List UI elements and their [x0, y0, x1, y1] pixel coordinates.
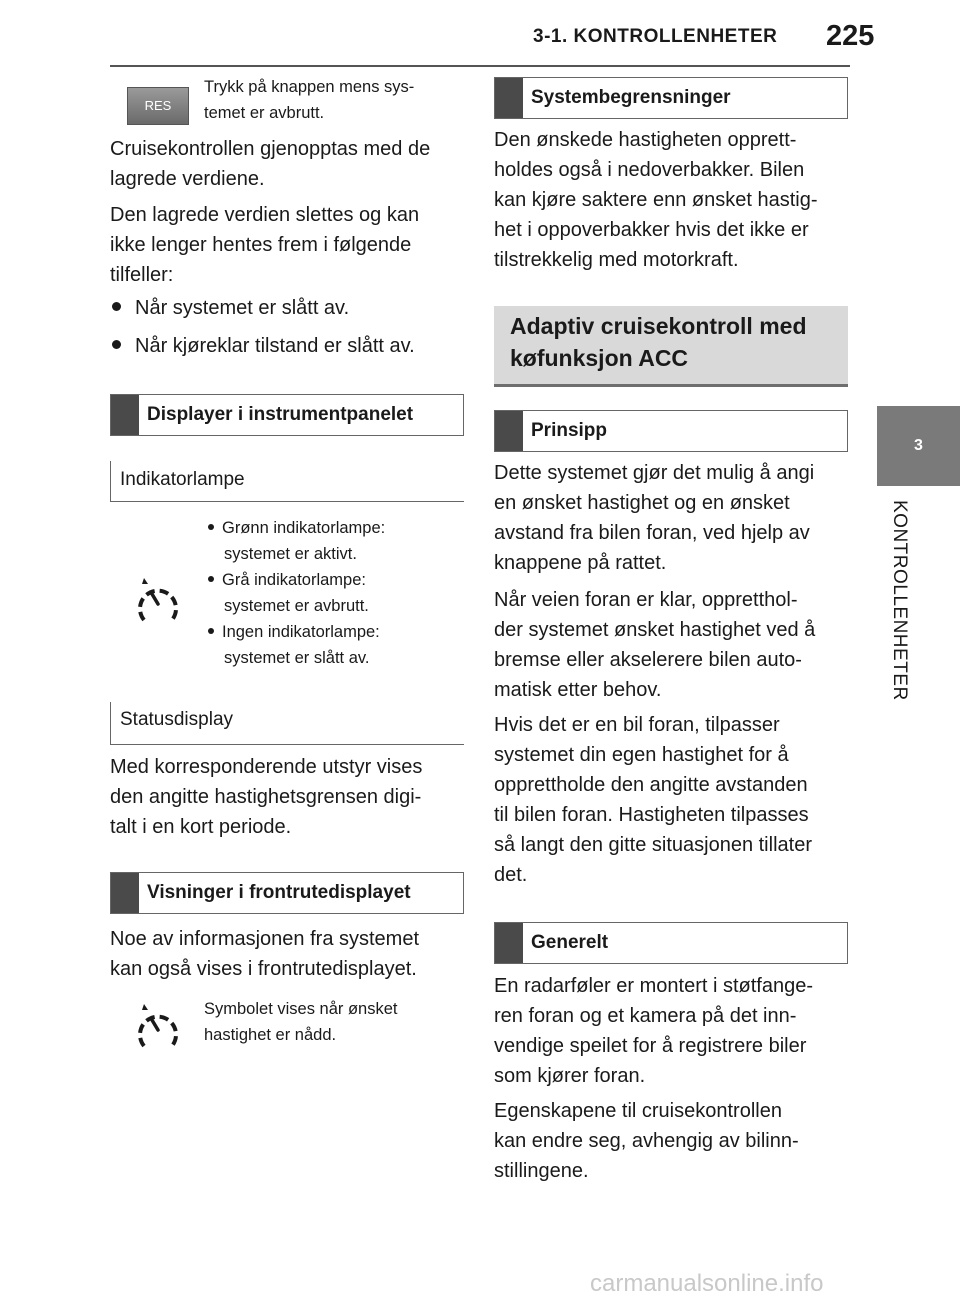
indicator-item — [208, 515, 458, 541]
paragraph — [110, 134, 430, 194]
text-line: bremse eller akselerere bilen auto- — [494, 649, 802, 671]
text-line: opprettholde den angitte avstanden — [494, 774, 808, 796]
text-line: Dette systemet gjør det mulig å angi — [494, 462, 815, 484]
text-line: Cruisekontrollen gjenopptas med de — [110, 138, 431, 160]
text-line: Egenskapene til cruisekontrollen — [494, 1100, 782, 1122]
text-line: stillingene. — [494, 1160, 589, 1182]
bullet-icon — [208, 628, 214, 634]
heading-label: Visninger i frontrutedisplayet — [147, 882, 411, 903]
text-line: Den ønskede hastigheten opprett- — [494, 129, 797, 151]
chapter-tab — [877, 406, 960, 486]
text-line: det. — [494, 864, 528, 886]
heading-label: Prinsipp — [531, 420, 608, 441]
text-line: systemet din egen hastighet for å — [494, 744, 789, 766]
text-line: kan også vises i frontrutedisplayet. — [110, 958, 417, 980]
text-line: kan endre seg, avhengig av bilinn- — [494, 1130, 799, 1152]
text-line: avstand fra bilen foran, ved hjelp av — [494, 522, 810, 544]
text-line: Noe av informasjonen fra systemet — [110, 928, 420, 950]
res-description — [204, 74, 464, 126]
heading-marker — [111, 395, 139, 435]
text-line: het i oppoverbakker hvis det ikke er — [494, 219, 809, 241]
table-border — [110, 461, 111, 501]
text-line: Med korresponderende utstyr vises — [110, 756, 423, 778]
text-line: Grå indikatorlampe: — [222, 571, 366, 589]
text-line: der systemet ønsket hastighet ved å — [494, 619, 816, 641]
bullet-icon — [112, 302, 121, 311]
text-line: vendige speilet for å registrere biler — [494, 1035, 807, 1057]
text-line: en ønsket hastighet og en ønsket — [494, 492, 790, 514]
text-line: ikke lenger hentes frem i følgende — [110, 234, 412, 256]
cruise-control-speedometer-icon — [136, 1002, 180, 1052]
table-rule — [110, 501, 464, 502]
table-row-label: Statusdisplay — [120, 709, 234, 730]
text-line: Den lagrede verdien slettes og kan — [110, 204, 420, 226]
watermark: carmanualsonline.info — [590, 1270, 824, 1297]
bullet-icon — [208, 576, 214, 582]
heading-label: Displayer i instrumentpanelet — [147, 404, 414, 425]
heading-marker — [495, 923, 523, 963]
text-line: Ingen indikatorlampe: — [222, 623, 380, 641]
text-line: Når veien foran er klar, oppretthol- — [494, 589, 798, 611]
text-line: lagrede verdiene. — [110, 168, 265, 190]
table-border — [110, 702, 111, 744]
res-button-image: RES — [127, 87, 189, 125]
heading-box — [494, 410, 848, 452]
text-line: holdes også i nedoverbakker. Bilen — [494, 159, 805, 181]
heading-box — [110, 394, 464, 436]
paragraph — [494, 585, 815, 705]
text-line: så langt den gitte situasjonen tillater — [494, 834, 812, 856]
chapter-label: KONTROLLENHETER — [889, 500, 910, 701]
chapter-number: 3 — [914, 437, 923, 454]
paragraph — [494, 971, 813, 1091]
text-line: ren foran og et kamera på det inn- — [494, 1005, 797, 1027]
text-line: Symbolet vises når ønsket — [204, 1000, 398, 1018]
paragraph — [494, 710, 812, 890]
heading-box — [494, 922, 848, 964]
bullet-item — [112, 331, 415, 361]
indicator-item — [208, 619, 458, 645]
header-rule — [110, 65, 850, 67]
text-line: den angitte hastighetsgrensen digi- — [110, 786, 422, 808]
text-line: tilstrekkelig med motorkraft. — [494, 249, 739, 271]
text-line: Adaptiv cruisekontroll med — [510, 313, 807, 339]
text-line: systemet er slått av. — [224, 649, 370, 667]
text-line: kan kjøre saktere enn ønsket hastig- — [494, 189, 818, 211]
text-line: temet er avbrutt. — [204, 104, 325, 122]
bullet-icon — [112, 340, 121, 349]
text-line: matisk etter behov. — [494, 679, 662, 701]
chapter-label-wrap — [890, 500, 930, 730]
text-line: systemet er aktivt. — [224, 545, 357, 563]
page-number: 225 — [826, 20, 875, 52]
paragraph — [494, 1096, 799, 1186]
bullet-item — [112, 293, 349, 323]
text-line: systemet er avbrutt. — [224, 597, 369, 615]
section-heading-box — [494, 306, 848, 387]
indicator-list — [208, 515, 458, 671]
paragraph — [494, 125, 817, 275]
section-title: 3-1. KONTROLLENHETER — [533, 26, 778, 47]
text-line: Hvis det er en bil foran, tilpasser — [494, 714, 780, 736]
section-heading — [510, 310, 807, 374]
heading-label: Generelt — [531, 932, 609, 953]
indicator-item — [208, 567, 458, 593]
table-row-label: Indikatorlampe — [120, 469, 245, 490]
text-line: talt i en kort periode. — [110, 816, 292, 838]
table-rule — [110, 744, 464, 745]
heading-label: Systembegrensninger — [531, 87, 731, 108]
heading-box — [494, 77, 848, 119]
cruise-control-speedometer-icon — [136, 576, 180, 626]
paragraph — [110, 924, 419, 984]
bullet-text: Når systemet er slått av. — [135, 297, 350, 319]
heading-marker — [495, 78, 523, 118]
text-line: køfunksjon ACC — [510, 345, 689, 371]
heading-box — [110, 872, 464, 914]
heading-marker — [495, 411, 523, 451]
text-line: Grønn indikatorlampe: — [222, 519, 386, 537]
text-line: Trykk på knappen mens sys- — [204, 78, 415, 96]
text-line: knappene på rattet. — [494, 552, 667, 574]
bullet-icon — [208, 524, 214, 530]
paragraph — [110, 752, 422, 842]
bullet-text: Når kjøreklar tilstand er slått av. — [135, 335, 415, 357]
text-line: til bilen foran. Hastigheten tilpasses — [494, 804, 809, 826]
text-line: En radarføler er montert i støtfange- — [494, 975, 814, 997]
text-line: hastighet er nådd. — [204, 1026, 337, 1044]
paragraph — [110, 200, 419, 290]
text-line: som kjører foran. — [494, 1065, 646, 1087]
hud-description — [204, 996, 464, 1048]
paragraph — [494, 458, 814, 578]
text-line: tilfeller: — [110, 264, 174, 286]
heading-marker — [111, 873, 139, 913]
